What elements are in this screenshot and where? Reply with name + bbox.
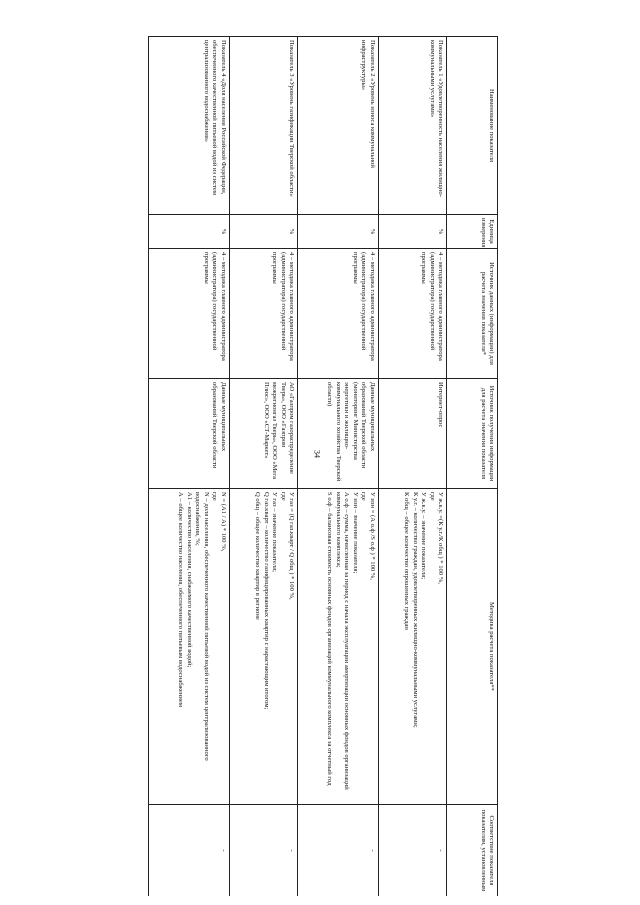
method-line: У ж.к.у. =(К у.г./К общ ) * 100 %, [437, 492, 444, 584]
page-number: 34 [312, 450, 322, 458]
method-line: К у.г. – количество граждан, удовлетворенных жилищно-коммунальными услугами; [411, 492, 419, 728]
indicator-unit: % [149, 215, 230, 249]
header-method: Методика расчета показателя** [447, 489, 498, 805]
method-line: А1 – количество населения, снабжаемого качественной водой; [185, 492, 193, 668]
indicator-method [298, 489, 379, 805]
table-row [229, 37, 297, 897]
method-line: где [360, 492, 368, 501]
indicator-name: Показатель 1 «Удовлетворенность населения жилищно-коммунальными услугами» [378, 37, 446, 215]
header-data-source: Источник данных (информации) для расчета значения показателя* [447, 249, 498, 379]
indicator-unit: % [378, 215, 446, 249]
indicator-compliance: - [378, 805, 446, 897]
indicator-info-source: АО «Газпром газораспределение Тверь», ООО «Газпром межрегионгаз Тверь», ООО «Мега Плюс», ООО «СТ-Маркет» [229, 379, 297, 489]
indicator-method [378, 489, 446, 805]
table-row [298, 37, 379, 897]
table-row [149, 37, 230, 897]
method-line: Q газ.кварт – количество газифицированных квартир с нарастающим итогом; [262, 492, 270, 710]
indicator-compliance: - [149, 805, 230, 897]
header-compliance: Соответствие показателя показателям, установленным [447, 805, 498, 897]
table-header-row [447, 37, 498, 897]
indicator-compliance: - [229, 805, 297, 897]
method-line: где [279, 492, 287, 501]
indicator-unit: % [298, 215, 379, 249]
indicator-data-source: 4 – методика главного администратора (администратора) государственной программы [229, 249, 297, 379]
header-unit: Единица измерения [447, 215, 498, 249]
method-line: А о.ф – сумма, начисленная за период с начала эксплуатации амортизации основных фондов организаций коммунального комплекса; [334, 492, 351, 790]
indicator-method [229, 489, 297, 805]
rotated-table-area [148, 36, 498, 896]
method-line: У газ – значение показателя; [271, 492, 279, 572]
indicator-data-source: 4 – методика главного администратора (администратора) государственной программы [298, 249, 379, 379]
method-line: Q общ – общее количество квартир в регионе [254, 492, 262, 620]
method-line: где [211, 492, 219, 501]
indicator-compliance: - [298, 805, 379, 897]
method-line: У изн – значение показателя; [351, 492, 359, 574]
indicator-data-source: 4 – методика главного администратора (администратора) государственной программы [149, 249, 230, 379]
method-line: У ж.к.у. – значение показателя; [420, 492, 428, 580]
header-name: Наименование показателя [447, 37, 498, 215]
method-line: А – общее количество населения, обеспеченного питьевым водоснабжением [177, 492, 185, 708]
indicator-info-source: Интернет-опрос [378, 379, 446, 489]
indicator-name: Показатель 3 «Уровень газификации Тверской области» [229, 37, 297, 215]
indicator-unit: % [229, 215, 297, 249]
table-wrapper [148, 36, 498, 896]
method-line: N – доля населения, обеспеченного качественной питьевой водой из систем централизованного водоснабжения, %; [194, 492, 210, 761]
indicator-method [149, 489, 230, 805]
indicator-info-source: Данные муниципальных образований Тверской области (мониторинг Министерства энергетики и жилищно-коммунального хозяйства Тверской области) [298, 379, 379, 489]
method-line: где [428, 492, 436, 501]
indicator-info-source: Данные муниципальных образований Тверской области [149, 379, 230, 489]
method-line: N = (А1 / А) * 100 %, [219, 492, 227, 552]
header-info-source: Источник получения информации для расчета значения показателя [447, 379, 498, 489]
table-row [378, 37, 446, 897]
indicator-data-source: 4 – методика главного администратора (администратора) государственной программы [378, 249, 446, 379]
method-line: S о.ф – балансовая стоимость основных фондов организаций коммунального комплекса за отчетный год [326, 492, 334, 786]
method-line: У газ = (Q газ.кварт / Q общ ) * 100 %, [288, 492, 296, 600]
indicators-table [148, 36, 498, 896]
method-line: К общ – общее количество опрошенных граждан [403, 492, 411, 630]
method-line: У изн = (А о.ф /S о.ф ) * 100 %, [368, 492, 376, 580]
indicator-name: Показатель 2 «Уровень износа коммунальной инфраструктуры» [298, 37, 379, 215]
indicator-name: Показатель 4 «Доля населения Российской Федерации, обеспеченного качественной питьевой водой из систем централизованного водоснабжения» [149, 37, 230, 215]
